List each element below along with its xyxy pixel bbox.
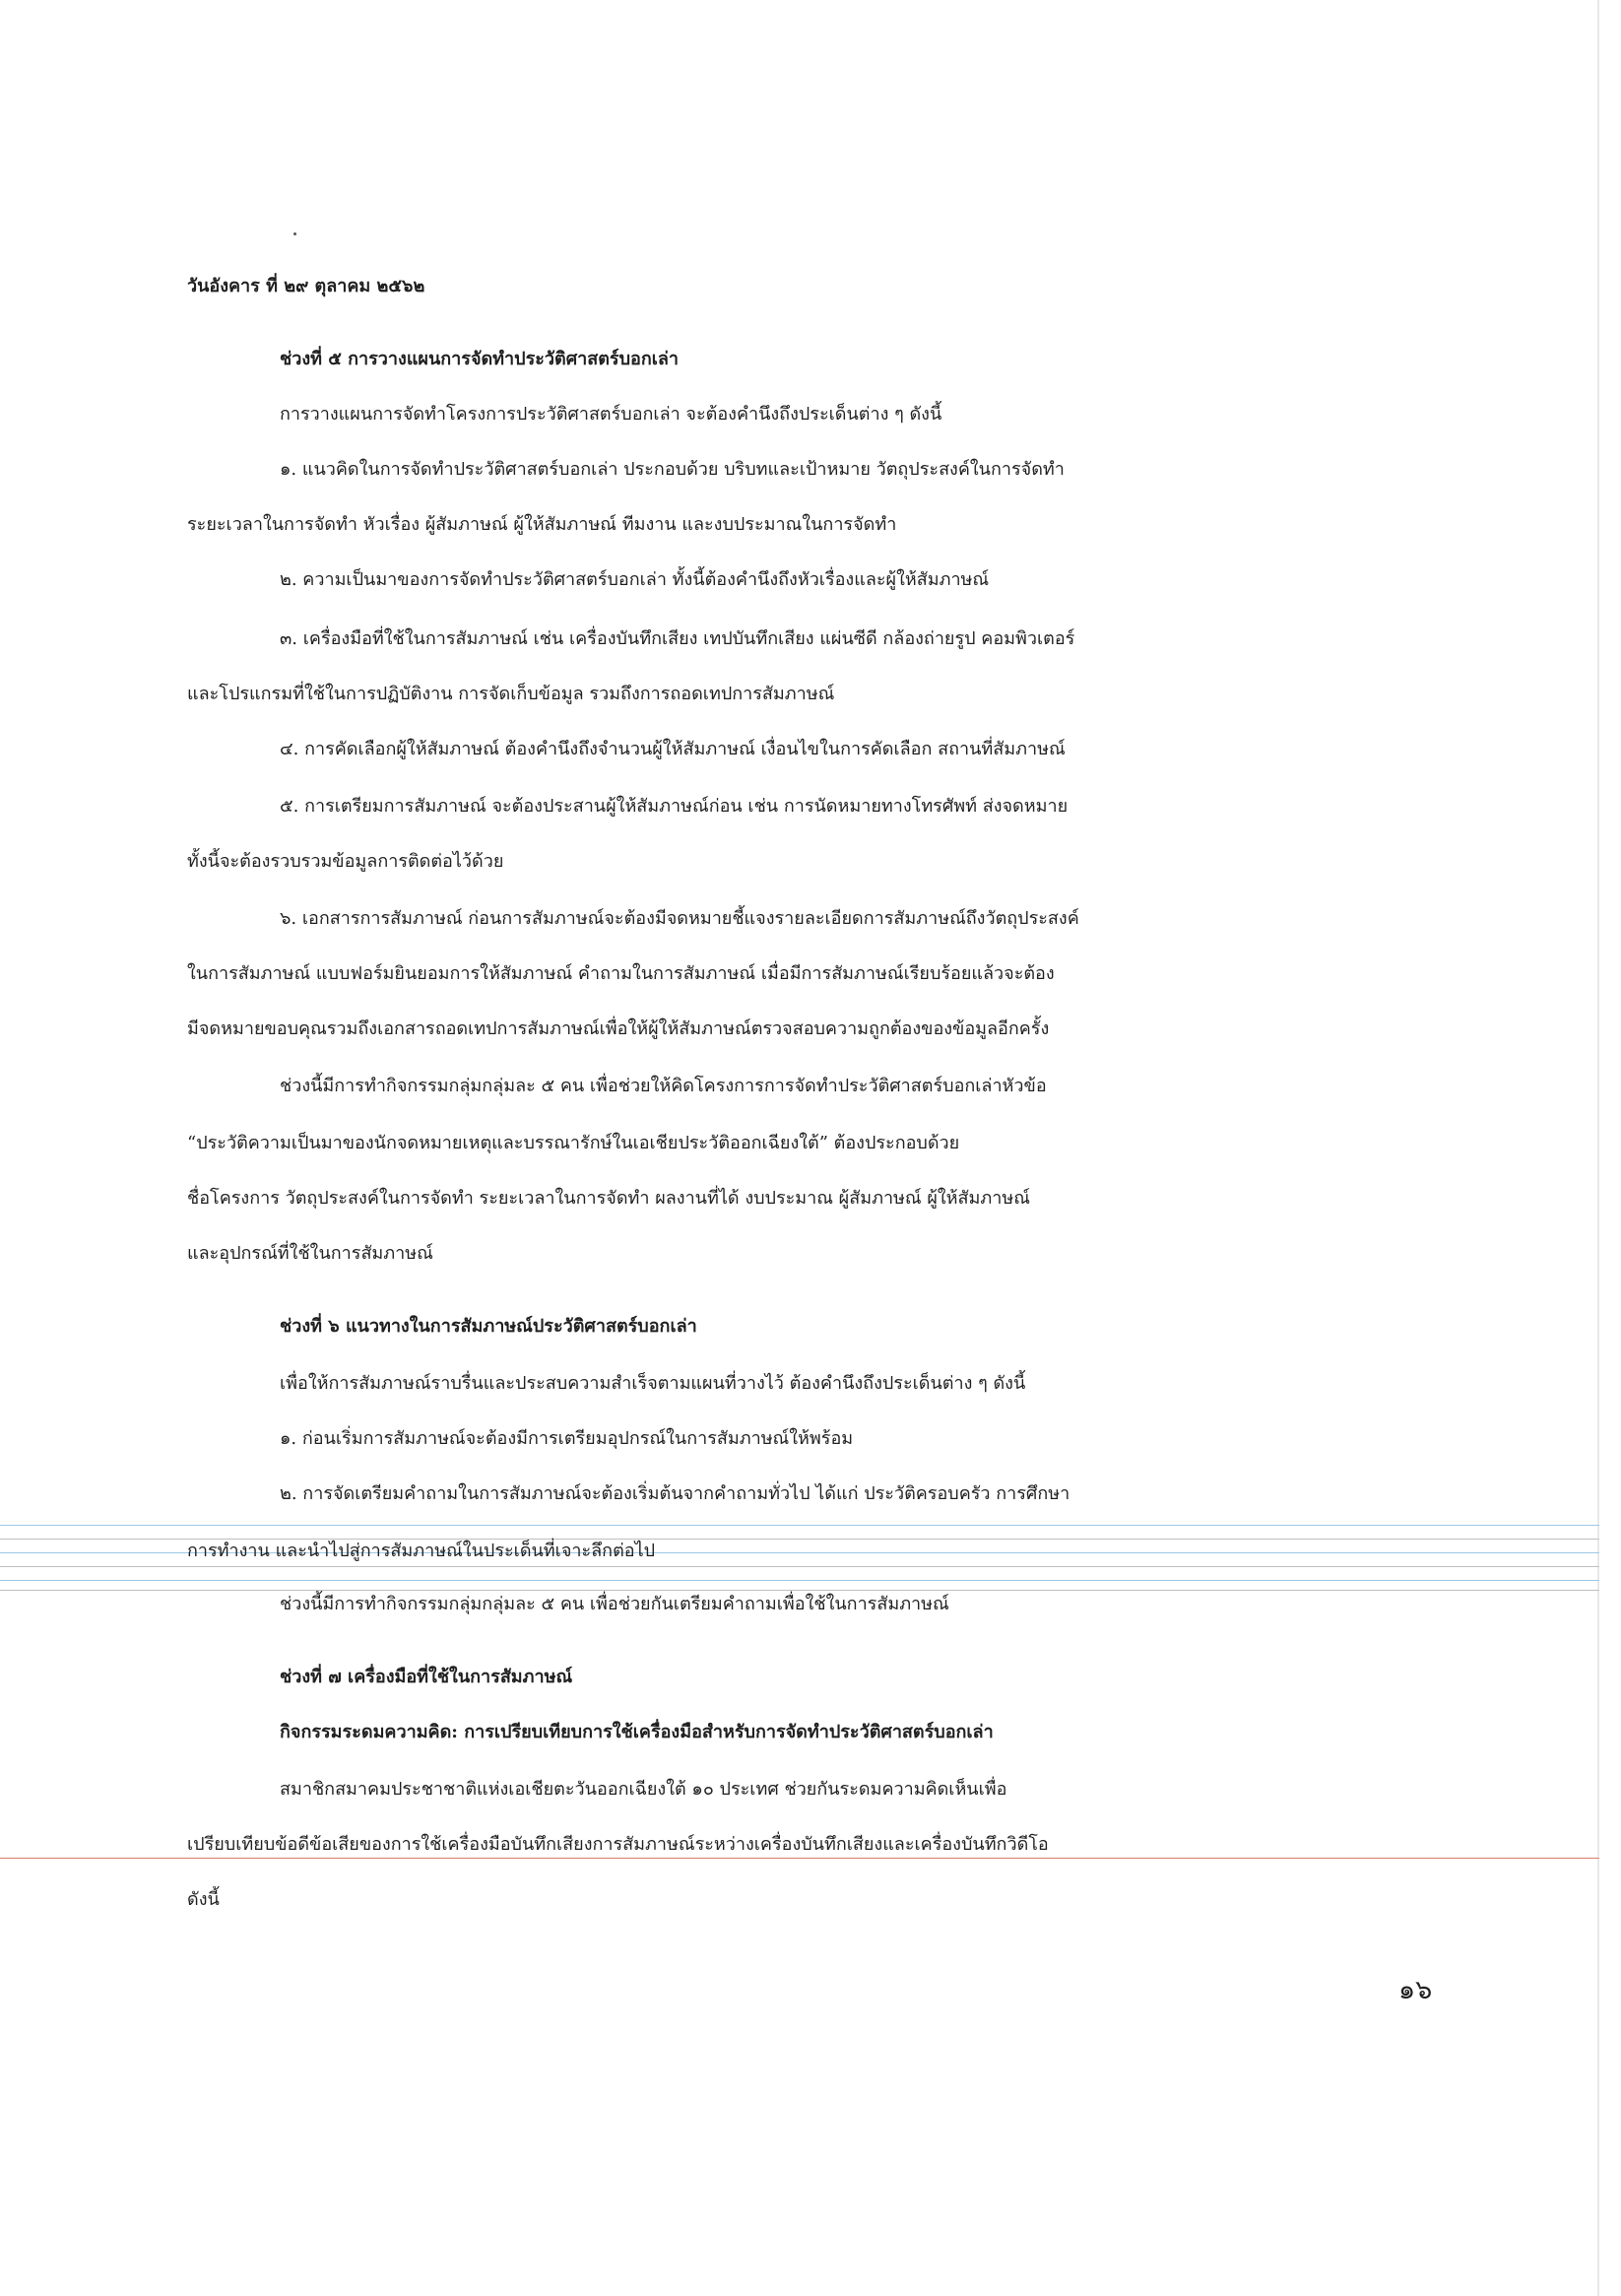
- paragraph-line: มีจดหมายขอบคุณรวมถึงเอกสารถอดเทปการสัมภาษณ์เพื่อให้ผู้ให้สัมภาษณ์ตรวจสอบความถูกต้องของข้อมูลอีกครั้ง: [187, 1018, 1050, 1039]
- date-heading: วันอังคาร ที่ ๒๙ ตุลาคม ๒๕๖๒: [187, 276, 425, 296]
- paragraph-line: ระยะเวลาในการจัดทำ หัวเรื่อง ผู้สัมภาษณ์ ผู้ให้สัมภาษณ์ ทีมงาน และงบประมาณในการจัดทำ: [187, 514, 897, 535]
- section-subheading: กิจกรรมระดมความคิด: การเปรียบเทียบการใช้เครื่องมือสำหรับการจัดทำประวัติศาสตร์บอกเล่า: [280, 1722, 994, 1742]
- paragraph-line: ๒. การจัดเตรียมคำถามในการสัมภาษณ์จะต้องเริ่มต้นจากคำถามทั่วไป ได้แก่ ประวัติครอบครัว การศึกษา: [280, 1483, 1070, 1504]
- paragraph-line: และโปรแกรมที่ใช้ในการปฏิบัติงาน การจัดเก็บข้อมูล รวมถึงการถอดเทปการสัมภาษณ์: [187, 684, 835, 704]
- section-heading: ช่วงที่ ๖ แนวทางในการสัมภาษณ์ประวัติศาสตร์บอกเล่า: [280, 1316, 697, 1337]
- paragraph-line: “ประวัติความเป็นมาของนักจดหมายเหตุและบรรณารักษ์ในเอเชียประวัติออกเฉียงใต้” ต้องประกอบด้วย: [187, 1133, 960, 1153]
- scan-speck: [293, 232, 296, 235]
- paragraph-line: ๒. ความเป็นมาของการจัดทำประวัติศาสตร์บอกเล่า ทั้งนี้ต้องคำนึงถึงหัวเรื่องและผู้ให้สัมภาษณ์: [280, 569, 990, 590]
- paragraph-line: ช่วงนี้มีการทำกิจกรรมกลุ่มกลุ่มละ ๕ คน เพื่อช่วยให้คิดโครงการการจัดทำประวัติศาสตร์บอกเล่าหัวข้อ: [280, 1076, 1047, 1096]
- paragraph-line: และอุปกรณ์ที่ใช้ในการสัมภาษณ์: [187, 1243, 433, 1264]
- paragraph-line: สมาชิกสมาคมประชาชาติแห่งเอเชียตะวันออกเฉียงใต้ ๑๐ ประเทศ ช่วยกันระดมความคิดเห็นเพื่อ: [280, 1779, 1007, 1800]
- scan-line: [0, 1525, 1599, 1526]
- page-number: ๑๖: [1398, 1975, 1433, 2005]
- paragraph-line: ๖. เอกสารการสัมภาษณ์ ก่อนการสัมภาษณ์จะต้องมีจดหมายชี้แจงรายละเอียดการสัมภาษณ์ถึงวัตถุประสงค์: [280, 908, 1079, 929]
- scan-line: [0, 1580, 1599, 1581]
- paragraph-line: ช่วงนี้มีการทำกิจกรรมกลุ่มกลุ่มละ ๕ คน เพื่อช่วยกันเตรียมคำถามเพื่อใช้ในการสัมภาษณ์: [280, 1594, 949, 1614]
- paragraph-line: การวางแผนการจัดทำโครงการประวัติศาสตร์บอกเล่า จะต้องคำนึงถึงประเด็นต่าง ๆ ดังนี้: [280, 404, 942, 425]
- paragraph-line: ชื่อโครงการ วัตถุประสงค์ในการจัดทำ ระยะเวลาในการจัดทำ ผลงานที่ได้ งบประมาณ ผู้สัมภาษณ์ ผู้ให้สัมภาษณ์: [187, 1188, 1030, 1209]
- paragraph-line: ในการสัมภาษณ์ แบบฟอร์มยินยอมการให้สัมภาษณ์ คำถามในการสัมภาษณ์ เมื่อมีการสัมภาษณ์เรียบร้อยแล้วจะต้อง: [187, 963, 1055, 984]
- paragraph-line: ดังนี้: [187, 1889, 220, 1910]
- paragraph-line: ๑. ก่อนเริ่มการสัมภาษณ์จะต้องมีการเตรียมอุปกรณ์ในการสัมภาษณ์ให้พร้อม: [280, 1428, 854, 1449]
- paragraph-line: เปรียบเทียบข้อดีข้อเสียของการใช้เครื่องมือบันทึกเสียงการสัมภาษณ์ระหว่างเครื่องบันทึกเสียงและเครื่องบันทึกวิดีโอ: [187, 1834, 1049, 1855]
- paragraph-line: ๕. การเตรียมการสัมภาษณ์ จะต้องประสานผู้ให้สัมภาษณ์ก่อน เช่น การนัดหมายทางโทรศัพท์ ส่งจดหมาย: [280, 796, 1069, 817]
- paragraph-line: ๑. แนวคิดในการจัดทำประวัติศาสตร์บอกเล่า ประกอบด้วย บริบทและเป้าหมาย วัตถุประสงค์ในการจัดทำ: [280, 459, 1065, 480]
- paragraph-line: การทำงาน และนำไปสู่การสัมภาษณ์ในประเด็นที่เจาะลึกต่อไป: [187, 1541, 656, 1561]
- section-heading: ช่วงที่ ๕ การวางแผนการจัดทำประวัติศาสตร์บอกเล่า: [280, 349, 680, 369]
- paragraph-line: ๔. การคัดเลือกผู้ให้สัมภาษณ์ ต้องคำนึงถึงจำนวนผู้ให้สัมภาษณ์ เงื่อนไขในการคัดเลือก สถานที่สัมภาษณ์: [280, 739, 1066, 759]
- paragraph-line: เพื่อให้การสัมภาษณ์ราบรื่นและประสบความสำเร็จตามแผนที่วางไว้ ต้องคำนึงถึงประเด็นต่าง ๆ ดังนี้: [280, 1373, 1026, 1394]
- section-heading: ช่วงที่ ๗ เครื่องมือที่ใช้ในการสัมภาษณ์: [280, 1667, 573, 1687]
- paragraph-line: ทั้งนี้จะต้องรวบรวมข้อมูลการติดต่อไว้ด้วย: [187, 851, 504, 872]
- paragraph-line: ๓. เครื่องมือที่ใช้ในการสัมภาษณ์ เช่น เครื่องบันทึกเสียง เทปบันทึกเสียง แผ่นซีดี กล้องถ่ายรูป คอมพิวเตอร์: [280, 628, 1075, 649]
